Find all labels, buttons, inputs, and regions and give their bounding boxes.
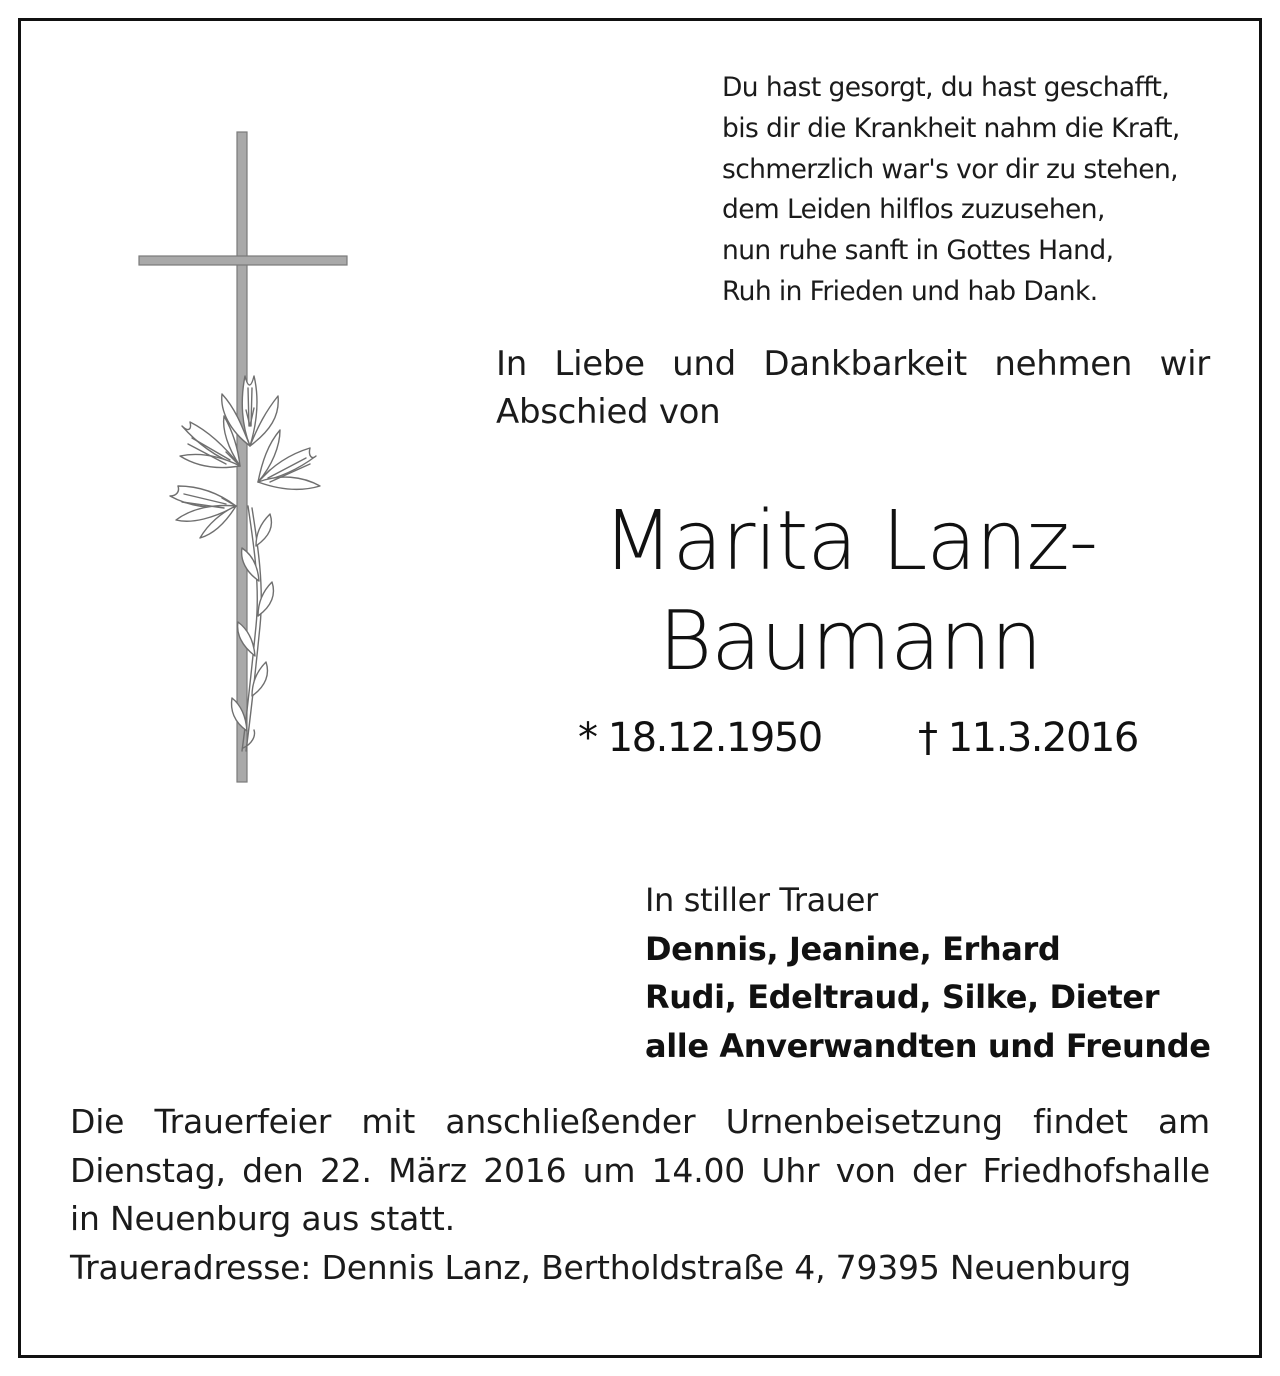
mourners-line: alle Anverwandten und Freunde (645, 1026, 1211, 1065)
intro-line (496, 340, 1210, 388)
deceased-name (520, 492, 1180, 692)
mourners-line: Dennis, Jeanine, Erhard (645, 929, 1061, 968)
ceremony-word: findet (1033, 1102, 1128, 1141)
ceremony-word: mit (361, 1102, 416, 1141)
ceremony-line (70, 1098, 1210, 1147)
intro-word: In (496, 344, 527, 384)
ceremony-line: in Neuenburg aus statt. (70, 1199, 455, 1238)
ceremony-word: Dienstag, (70, 1150, 226, 1190)
name-line: Marita Lanz- (602, 494, 1098, 589)
ceremony-word: Friedhofshalle (982, 1150, 1210, 1190)
ceremony-word: März (388, 1150, 467, 1190)
ceremony-word: anschließender (445, 1102, 696, 1141)
mourners-heading: In stiller Trauer (645, 881, 878, 919)
intro-word: nehmen (994, 344, 1133, 384)
ceremony-line (70, 1147, 1210, 1196)
poem-line: Ruh in Frieden und hab Dank. (722, 275, 1098, 307)
poem-line: nun ruhe sanft in Gottes Hand, (722, 235, 1114, 267)
ceremony-word: am (1158, 1102, 1210, 1141)
intro-line: Abschied von (496, 392, 721, 432)
intro-word: Dankbarkeit (763, 344, 967, 384)
birth-date: * 18.12.1950 (578, 715, 822, 761)
mourning-address: Traueradresse: Dennis Lanz, Bertholdstraße 4, 79395 Neuenburg (70, 1247, 1132, 1287)
ceremony-word: Die (70, 1102, 125, 1141)
death-date: † 11.3.2016 (918, 715, 1138, 761)
ceremony-word: 14.00 (651, 1150, 746, 1190)
ceremony-word: den (242, 1150, 304, 1190)
farewell-intro (496, 340, 1210, 436)
ceremony-notice (70, 1098, 1210, 1292)
poem-line: schmerzlich war's vor dir zu stehen, (722, 153, 1178, 185)
ceremony-word: 2016 (483, 1150, 567, 1190)
intro-word: und (672, 344, 736, 384)
ceremony-word: 22. (319, 1150, 372, 1190)
mourners-block (645, 876, 1225, 1070)
ceremony-word: Uhr (761, 1150, 820, 1190)
poem-line: dem Leiden hilflos zuzusehen, (722, 194, 1105, 226)
ceremony-word: der (912, 1150, 967, 1190)
poem-line: Du hast gesorgt, du hast geschafft, (722, 72, 1170, 103)
poem-line: bis dir die Krankheit nahm die Kraft, (722, 112, 1180, 144)
cross-with-lily-icon (130, 126, 355, 790)
poem (722, 68, 1222, 313)
intro-word: Liebe (554, 344, 645, 384)
ceremony-word: um (582, 1150, 636, 1190)
mourners-line: Rudi, Edeltraud, Silke, Dieter (645, 978, 1160, 1016)
ceremony-word: von (835, 1150, 896, 1190)
name-line: Baumann (658, 594, 1042, 689)
intro-word: wir (1159, 344, 1210, 384)
ceremony-word: Trauerfeier (154, 1102, 332, 1141)
ceremony-word: Urnenbeisetzung (725, 1102, 1003, 1141)
